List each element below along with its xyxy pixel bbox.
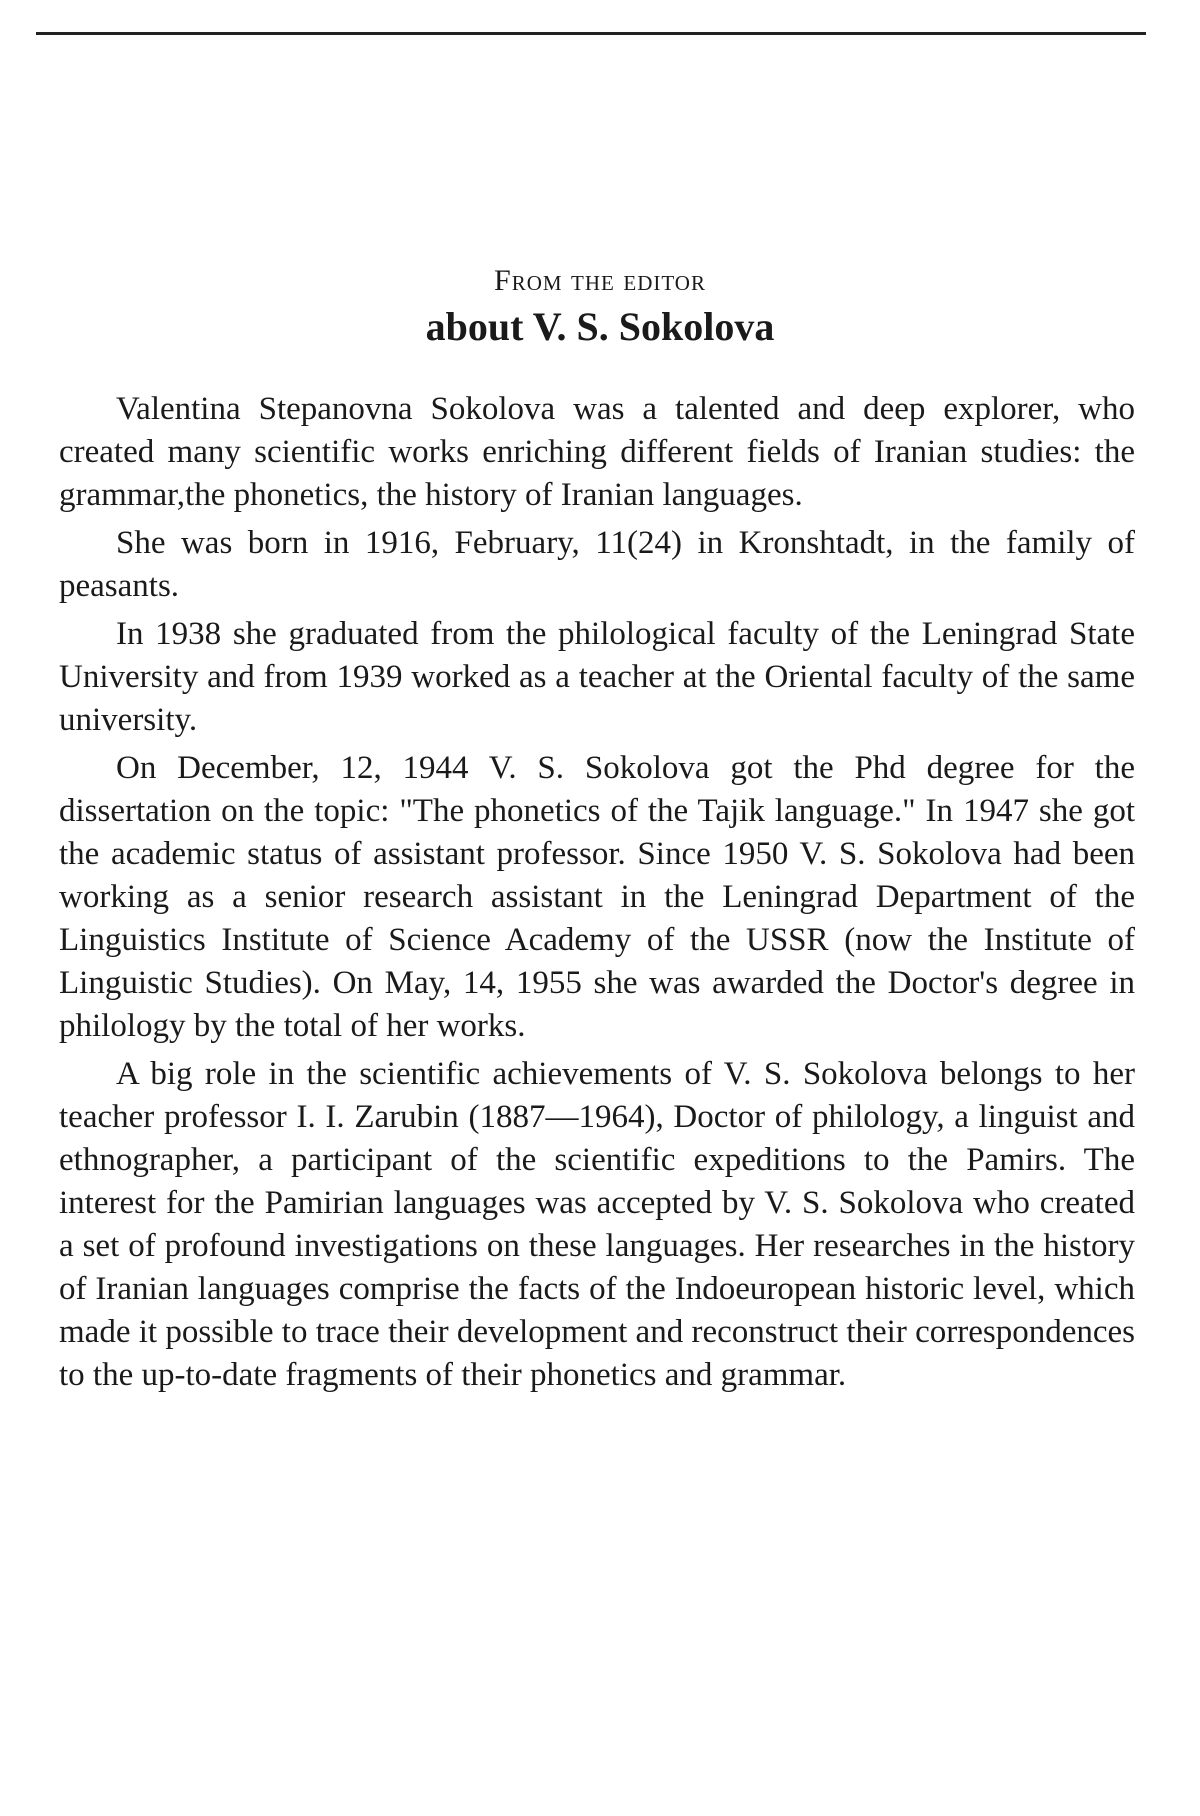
paragraph: Valentina Stepanovna Sokolova was a talented and deep explorer, who created many scientific works enriching different fields of Iranian studies: the grammar,the phonetics, the history of Iranian languages.	[59, 391, 1135, 513]
article-title: about V. S. Sokolova	[425, 304, 775, 349]
article-body	[59, 388, 1135, 1402]
section-kicker: From the editor	[494, 264, 706, 297]
top-rule	[36, 32, 1146, 35]
paragraph: On December, 12, 1944 V. S. Sokolova got the Phd degree for the dissertation on the topic: "The phonetics of the Tajik language." In 1947 she got the academic status of assistant professor. Since 1950 V. S. Sokolova had been working as a senior research assistant in the Leningrad Department of the Linguistics Institute of Science Academy of the USSR (now the Institute of Linguistic Studies). On May, 14, 1955 she was awarded the Doctor's degree in philology by the total of her works.	[59, 750, 1135, 1044]
article-heading	[0, 262, 1200, 352]
paragraph: She was born in 1916, February, 11(24) in Kronshtadt, in the family of peasants.	[59, 525, 1135, 604]
paragraph: In 1938 she graduated from the philological faculty of the Leningrad State University and from 1939 worked as a teacher at the Oriental faculty of the same university.	[59, 616, 1135, 738]
paragraph: A big role in the scientific achievements of V. S. Sokolova belongs to her teacher professor I. I. Zarubin (1887—1964), Doctor of philology, a linguist and ethnographer, a participant of the scientific expeditions to the Pamirs. The interest for the Pamirian languages was accepted by V. S. Sokolova who created a set of profound investigations on these languages. Her researches in the history of Iranian languages comprise the facts of the Indoeuropean historic level, which made it possible to trace their development and reconstruct their correspondences to the up-to-date fragments of their phonetics and grammar.	[59, 1056, 1135, 1393]
